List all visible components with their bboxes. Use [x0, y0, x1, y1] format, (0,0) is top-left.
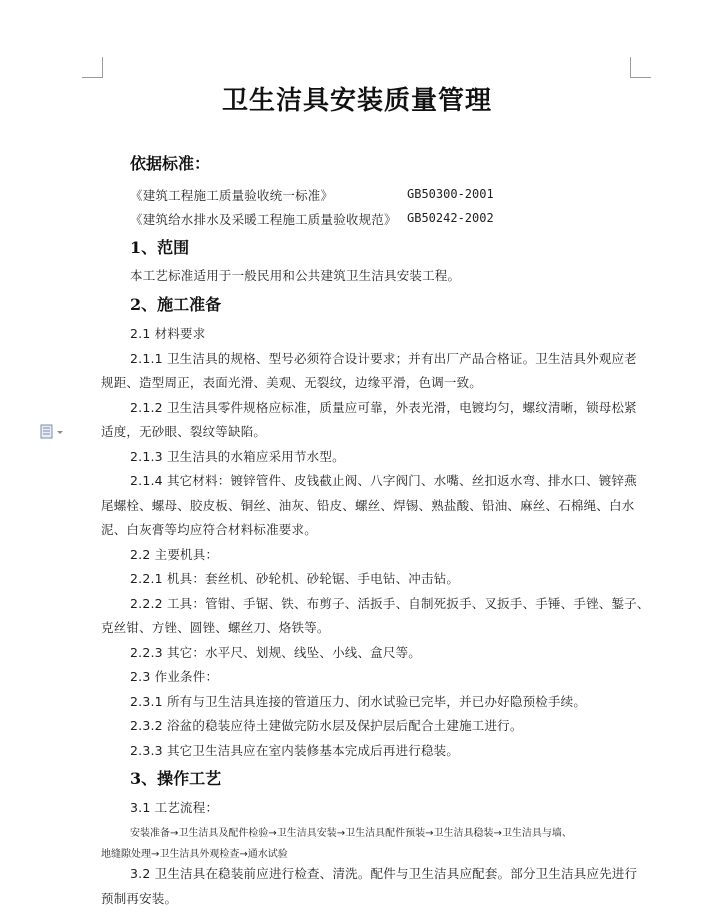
para-2-1-2-line2: 适度，无砂眼、裂纹等缺陷。 [101, 424, 267, 439]
section-3-heading: 3、操作工艺 [130, 769, 222, 788]
basis-heading: 依据标准： [130, 154, 211, 173]
para-3-2-line1: 3.2 卫生洁具在稳装前应进行检查、清洗。配件与卫生洁具应配套。部分卫生洁具应先进行 [130, 866, 638, 881]
subsection-2-2: 2.2 主要机具： [130, 547, 219, 562]
para-2-2-2-line2: 克丝钳、方锉、圆锉、螺丝刀、烙铁等。 [101, 620, 330, 635]
para-3-2-line2: 预制再安装。 [101, 891, 178, 906]
standard-name-1: 《建筑工程施工质量验收统一标准》 [130, 188, 334, 203]
paragraph-options-icon[interactable] [40, 424, 66, 440]
standard-code-2: GB50242-2002 [407, 211, 494, 225]
crop-mark-top-left [82, 57, 103, 78]
para-2-1-1-line2: 规距、造型周正，表面光滑、美观、无裂纹，边缘平滑，色调一致。 [101, 375, 483, 390]
subsection-3-1: 3.1 工艺流程： [130, 800, 219, 815]
subsection-2-3: 2.3 作业条件： [130, 669, 219, 684]
para-2-2-2-line1: 2.2.2 工具：管钳、手锯、铁、布剪子、活扳手、自制死扳手、叉扳手、手锤、手锉、錾子、 [130, 596, 650, 611]
standard-code-1: GB50300-2001 [407, 187, 494, 201]
para-2-3-3: 2.3.3 其它卫生洁具应在室内装修基本完成后再进行稳装。 [130, 743, 460, 758]
para-2-2-3: 2.2.3 其它：水平尺、划规、线坠、小线、盒尺等。 [130, 645, 421, 660]
para-2-1-2-line1: 2.1.2 卫生洁具零件规格应标准，质量应可靠，外表光滑，电镀均匀，螺纹清晰，锁母松紧 [130, 400, 637, 415]
para-2-1-4-line1: 2.1.4 其它材料：镀锌管件、皮钱截止阀、八字阀门、水嘴、丝扣返水弯、排水口、镀锌燕 [130, 473, 637, 488]
para-2-1-4-line3: 泥、白灰膏等均应符合材料标准要求。 [101, 522, 317, 537]
para-2-1-4-line2: 尾螺栓、螺母、胶皮板、铜丝、油灰、铅皮、螺丝、焊锡、熟盐酸、铅油、麻丝、石棉绳、白水 [101, 498, 635, 513]
para-2-3-2: 2.3.2 浴盆的稳装应待土建做完防水层及保护层后配合土建施工进行。 [130, 718, 523, 733]
para-2-3-1: 2.3.1 所有与卫生洁具连接的管道压力、闭水试验已完毕，并已办好隐预检手续。 [130, 694, 587, 709]
subsection-2-1: 2.1 材料要求 [130, 326, 206, 341]
section-1-heading: 1、范围 [130, 238, 190, 257]
document-title: 卫生洁具安装质量管理 [221, 86, 492, 116]
para-2-1-1-line1: 2.1.1 卫生洁具的规格、型号必须符合设计要求；并有出厂产品合格证。卫生洁具外观应老 [130, 351, 637, 366]
process-flow-line2: 地缝隙处理→卫生洁具外观检查→通水试验 [101, 849, 288, 860]
para-2-1-3: 2.1.3 卫生洁具的水箱应采用节水型。 [130, 449, 345, 464]
para-2-2-1: 2.2.1 机具：套丝机、砂轮机、砂轮锯、手电钻、冲击钻。 [130, 571, 460, 586]
section-2-heading: 2、施工准备 [130, 295, 222, 314]
standard-name-2: 《建筑给水排水及采暖工程施工质量验收规范》 [130, 212, 397, 227]
process-flow-line1: 安装准备→卫生洁具及配件检验→卫生洁具安装→卫生洁具配件预装→卫生洁具稳装→卫生洁具与墙、 [130, 828, 572, 839]
crop-mark-top-right [630, 57, 651, 78]
section-1-text: 本工艺标准适用于一般民用和公共建筑卫生洁具安装工程。 [130, 268, 461, 283]
